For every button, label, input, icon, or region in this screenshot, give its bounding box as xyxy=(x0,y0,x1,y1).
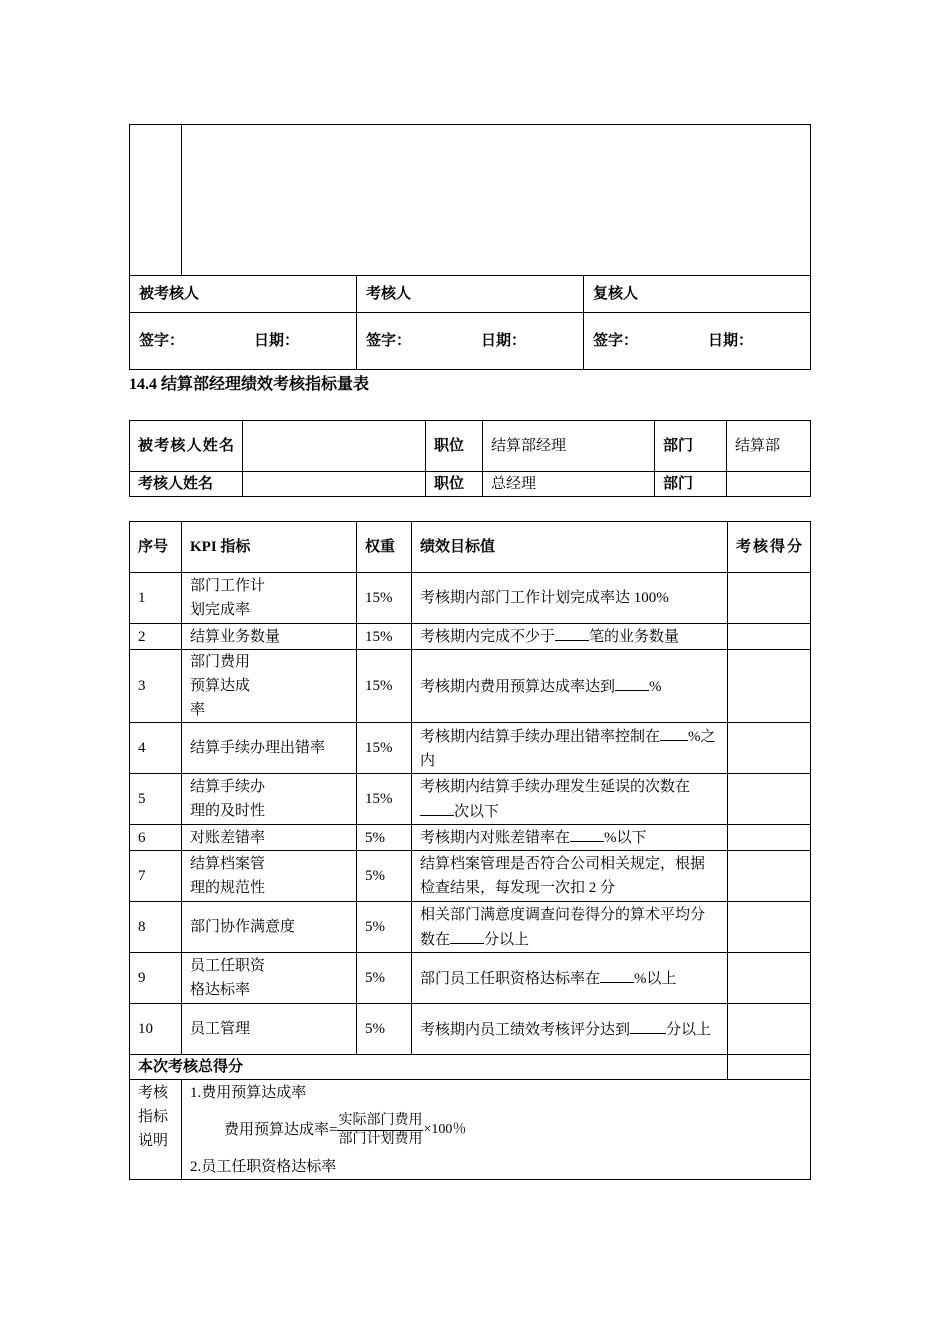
reviewer-position: 总经理 xyxy=(483,472,655,497)
row-target: 考核期内对账差错率在 %以下 xyxy=(412,825,728,851)
position-label: 职位 xyxy=(426,421,483,472)
row-score xyxy=(728,774,811,825)
row-index: 2 xyxy=(130,624,182,650)
formula-denominator: 部门计划费用 xyxy=(338,1131,423,1147)
row-target: 考核期内部门工作计划完成率达 100% xyxy=(412,573,728,624)
row-score xyxy=(728,723,811,774)
row-weight: 5% xyxy=(357,902,412,953)
row-kpi: 部门工作计划完成率 xyxy=(182,573,357,624)
formula-fraction xyxy=(337,1112,423,1149)
row-weight: 15% xyxy=(357,573,412,624)
row-index: 7 xyxy=(130,851,182,902)
rechecker-sign-cell xyxy=(584,313,811,370)
reviewer-name-label: 考核人姓名 xyxy=(130,472,243,497)
total-row xyxy=(130,1055,811,1080)
row-kpi: 对账差错率 xyxy=(182,825,357,851)
row-weight: 15% xyxy=(357,774,412,825)
row-kpi: 员工任职资格达标率 xyxy=(182,953,357,1004)
row-score xyxy=(728,953,811,1004)
row-index: 5 xyxy=(130,774,182,825)
table-row xyxy=(130,774,811,825)
reviewee-sign-cell xyxy=(130,313,357,370)
row-score xyxy=(728,573,811,624)
position-label: 职位 xyxy=(426,472,483,497)
row-score xyxy=(728,902,811,953)
budget-formula xyxy=(224,1105,802,1155)
reviewer-label: 考核人 xyxy=(357,276,584,313)
reviewer-sign-cell xyxy=(357,313,584,370)
row-target: 考核期内完成不少于 笔的业务数量 xyxy=(412,624,728,650)
table-row xyxy=(130,573,811,624)
row-kpi: 员工管理 xyxy=(182,1004,357,1055)
total-score xyxy=(728,1055,811,1080)
row-index: 4 xyxy=(130,723,182,774)
formula-lhs: 费用预算达成率= xyxy=(224,1122,338,1138)
row-score xyxy=(728,624,811,650)
row-kpi: 部门费用预算达成率 xyxy=(182,650,357,723)
reviewee-name-label: 被考核人姓名 xyxy=(130,421,243,472)
row-score xyxy=(728,851,811,902)
row-target: 考核期内员工绩效考核评分达到 分以上 xyxy=(412,1004,728,1055)
kpi-table xyxy=(129,521,811,1180)
row-score xyxy=(728,825,811,851)
row-index: 3 xyxy=(130,650,182,723)
row-target: 考核期内结算手续办理发生延误的次数在次以下 xyxy=(412,774,728,825)
header-score: 考核得分 xyxy=(728,522,811,573)
formula-rhs: ×100％ xyxy=(423,1122,467,1137)
notes-label: 考核指标说明 xyxy=(130,1080,182,1180)
row-weight: 15% xyxy=(357,723,412,774)
row-target: 考核期内结算手续办理出错率控制在 %之内 xyxy=(412,723,728,774)
table-row xyxy=(130,902,811,953)
row-index: 8 xyxy=(130,902,182,953)
header-index: 序号 xyxy=(130,522,182,573)
row-score xyxy=(728,650,811,723)
row-weight: 5% xyxy=(357,1004,412,1055)
reviewee-name-value xyxy=(243,421,426,472)
date-label: 日期： xyxy=(254,333,300,349)
row-index: 6 xyxy=(130,825,182,851)
row-index: 1 xyxy=(130,573,182,624)
notes-content xyxy=(182,1080,811,1180)
header-weight: 权重 xyxy=(357,522,412,573)
row-weight: 5% xyxy=(357,825,412,851)
row-score xyxy=(728,1004,811,1055)
row-index: 10 xyxy=(130,1004,182,1055)
table-row xyxy=(130,851,811,902)
blank-index-cell xyxy=(130,125,182,276)
section-heading: 14.4 结算部经理绩效考核指标量表 xyxy=(129,376,370,393)
row-kpi: 部门协作满意度 xyxy=(182,902,357,953)
note1-title: 1.费用预算达成率 xyxy=(190,1085,307,1101)
table-row xyxy=(130,624,811,650)
row-weight: 5% xyxy=(357,851,412,902)
sign-label: 签字： xyxy=(139,333,185,349)
row-weight: 15% xyxy=(357,624,412,650)
header-target: 绩效目标值 xyxy=(412,522,728,573)
department-label: 部门 xyxy=(655,421,727,472)
row-weight: 5% xyxy=(357,953,412,1004)
department-label: 部门 xyxy=(655,472,727,497)
row-index: 9 xyxy=(130,953,182,1004)
table-row xyxy=(130,1004,811,1055)
formula-numerator: 实际部门费用 xyxy=(337,1112,423,1131)
table-row xyxy=(130,825,811,851)
notes-row xyxy=(130,1080,811,1180)
sign-label: 签字： xyxy=(366,333,412,349)
row-target: 考核期内费用预算达成率达到 % xyxy=(412,650,728,723)
table-row xyxy=(130,723,811,774)
info-table xyxy=(129,420,811,497)
row-weight: 15% xyxy=(357,650,412,723)
reviewee-label: 被考核人 xyxy=(130,276,357,313)
signature-table xyxy=(129,124,811,370)
rechecker-label: 复核人 xyxy=(584,276,811,313)
reviewee-department: 结算部 xyxy=(727,421,811,472)
row-target: 相关部门满意度调查问卷得分的算术平均分数在 分以上 xyxy=(412,902,728,953)
reviewer-name-value xyxy=(243,472,426,497)
total-label: 本次考核总得分 xyxy=(130,1055,728,1080)
date-label: 日期： xyxy=(708,333,754,349)
row-target: 部门员工任职资格达标率在 %以上 xyxy=(412,953,728,1004)
row-target: 结算档案管理是否符合公司相关规定，根据检查结果，每发现一次扣 2 分 xyxy=(412,851,728,902)
table-row xyxy=(130,650,811,723)
reviewer-department xyxy=(727,472,811,497)
blank-content-cell xyxy=(182,125,811,276)
row-kpi: 结算手续办理的及时性 xyxy=(182,774,357,825)
row-kpi: 结算档案管理的规范性 xyxy=(182,851,357,902)
reviewee-position: 结算部经理 xyxy=(483,421,655,472)
table-row xyxy=(130,953,811,1004)
note2-title: 2.员工任职资格达标率 xyxy=(190,1159,337,1175)
row-kpi: 结算手续办理出错率 xyxy=(182,723,357,774)
date-label: 日期： xyxy=(481,333,527,349)
sign-label: 签字： xyxy=(593,333,639,349)
header-kpi: KPI 指标 xyxy=(182,522,357,573)
row-kpi: 结算业务数量 xyxy=(182,624,357,650)
